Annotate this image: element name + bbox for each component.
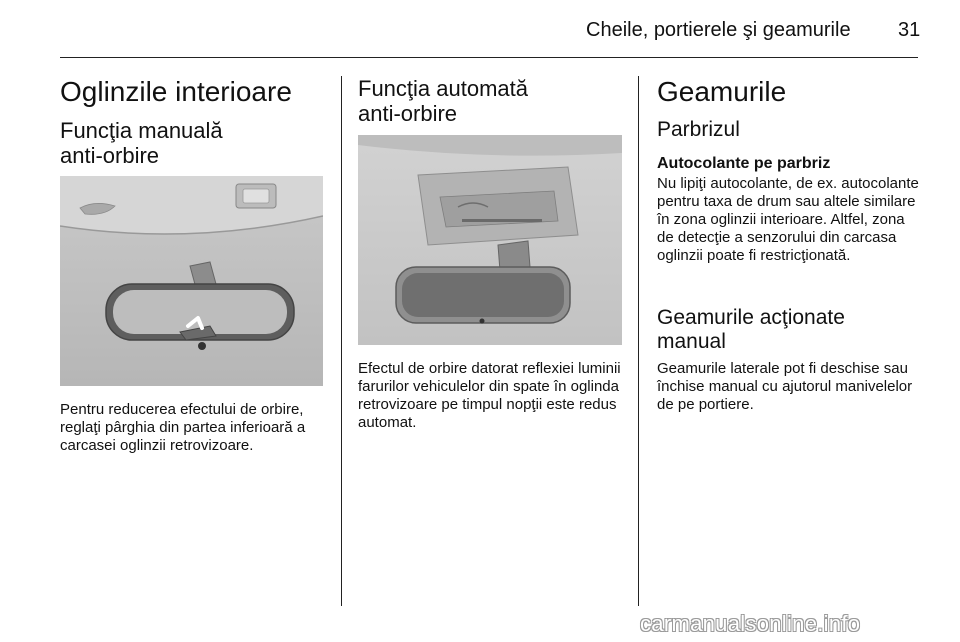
subheading-manual-antiglare-line1: Funcţia manuală bbox=[60, 118, 223, 143]
subsection-title-windscreen-stickers: Autocolante pe parbriz bbox=[657, 155, 831, 172]
automatic-mirror-illustration bbox=[358, 135, 622, 345]
column-divider-2 bbox=[638, 76, 639, 606]
subheading-windscreen: Parbrizul bbox=[657, 118, 740, 141]
manual-mirror-illustration bbox=[60, 176, 323, 386]
header-rule bbox=[60, 57, 918, 58]
manual-antiglare-paragraph: Pentru reducerea efectului de orbire, reglaţi pârghia din partea inferioară a carcasei oglinzii retrovizoare. bbox=[60, 401, 306, 454]
windscreen-stickers-paragraph: Nu lipiţi autocolante, de ex. autocolante pentru taxa de drum sau altele similare în zona oglinzii interioare. Altfel, zona de detecţie a senzorului din carcasa oglinzii poate fi restricţionată. bbox=[657, 175, 919, 264]
heading-automatic-antiglare-line1: Funcţia automată bbox=[358, 76, 528, 101]
subheading-manual-windows-line2: manual bbox=[657, 330, 726, 353]
subheading-manual-windows-line1: Geamurile acţionate bbox=[657, 306, 845, 329]
watermark: carmanualsonline.info bbox=[640, 611, 861, 636]
heading-automatic-antiglare-line2: anti-orbire bbox=[358, 101, 458, 126]
manual-windows-paragraph: Geamurile laterale pot fi deschise sau închise manual cu ajutorul manivelelor de pe portiere. bbox=[657, 360, 913, 413]
automatic-antiglare-paragraph: Efectul de orbire datorat reflexiei luminii farurilor vehiculelor din spate în oglinda retrovizoare pe timpul nopţii este redus automat. bbox=[358, 360, 621, 431]
subheading-manual-antiglare-line2: anti-orbire bbox=[60, 143, 160, 168]
running-header-title: Cheile, portierele şi geamurile bbox=[586, 19, 851, 41]
section-heading-interior-mirrors: Oglinzile interioare bbox=[60, 76, 292, 107]
section-heading-windows: Geamurile bbox=[657, 76, 787, 107]
page-number: 31 bbox=[898, 19, 921, 41]
column-divider-1 bbox=[341, 76, 342, 606]
